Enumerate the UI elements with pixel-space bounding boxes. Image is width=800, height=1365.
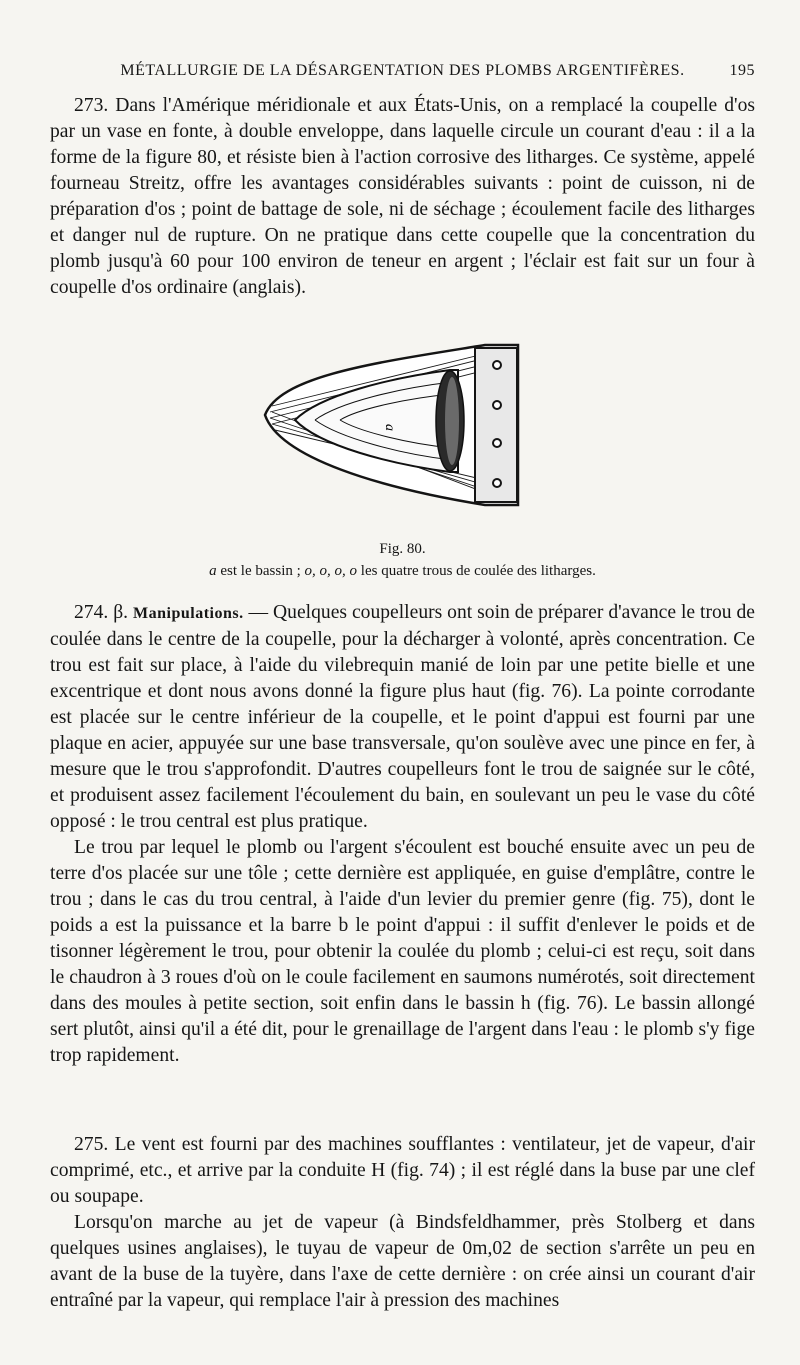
header-title: MÉTALLURGIE DE LA DÉSARGENTATION DES PLOMBS ARGENTIFÈRES. [120, 62, 685, 79]
text-block-bottom [50, 1132, 755, 1314]
text-block-top [50, 93, 755, 301]
paragraph-trou: Le trou par lequel le plomb ou l'argent s'écoulent est bouché ensuite avec un peu de terre d'os placée sur une tôle ; cette dernière est appliquée, en guise d'emplâtre, contre le trou ; dans le cas du trou central, à l'aide d'un levier du premier genre (fig. 75), dont le poids a est la puissance et la barre b le point d'appui : il suffit d'enlever le poids et de tisonner légèrement le trou, pour obtenir la coulée du plomb ; celui-ci est reçu, soit dans le chaudron à 3 roues d'où on le coule facilement en saumons numérotés, soit directement dans des moules à petite section, soit enfin dans le bassin h (fig. 76). Le bassin allongé sert plutôt, ainsi qu'il a été dit, pour le grenaillage de l'argent dans l'eau : le plomb s'y fige trop rapidement. [50, 837, 755, 1066]
running-header [50, 62, 755, 80]
tap-hole-o-2 [493, 401, 501, 409]
figure-caption [50, 538, 755, 582]
tap-hole-o-3 [493, 439, 501, 447]
figure-letter-a: a [382, 424, 397, 431]
figure-label: Fig. 80. [379, 541, 426, 557]
bowl-rim-inner [445, 377, 459, 465]
paragraph-274: 274. β. Manipulations. — Quelques coupelleurs ont soin de préparer d'avance le trou de coulée dans le centre de la coupelle, pour la décharger à volonté, après concentration. Ce trou est fait sur place, à l'aide du vilebrequin manié de loin par une petite bielle et une excentrique et dont nous avons donné la figure plus haut (fig. 76). La pointe corrodante est placée sur le centre inférieur de la coupelle, et le point d'appui est fourni par une plaque en acier, appuyée sur une base transversale, qu'on soulève avec une pince en fer, à mesure que le trou s'approfondit. D'autres coupelleurs font le trou de saignée sur le côté, et produisent assez facilement l'écoulement du bain, en soulevant un peu le vase du côté opposé : le trou central est plus pratique. [50, 602, 755, 832]
tap-hole-o-1 [493, 361, 501, 369]
coupelle-drawing [260, 340, 525, 510]
paragraph-275: 275. Le vent est fourni par des machines soufflantes : ventilateur, jet de vapeur, d'air comprimé, etc., et arrive par la conduite H (fig. 74) ; il est réglé dans la buse par une clef ou soupape. [50, 1134, 755, 1207]
section-title: Manipulations. [133, 605, 244, 622]
figure-80-illustration [260, 340, 525, 510]
paragraph-273: 273. Dans l'Amérique méridionale et aux États-Unis, on a remplacé la coupelle d'os par un vase en fonte, à double enveloppe, dans laquelle circule un courant d'eau : il a la forme de la figure 80, et résiste bien à l'action corrosive des litharges. Ce système, appelé fourneau Streitz, offre les avantages considérables suivants : point de cuisson, ni de préparation d'os ; point de battage de sole, ni de séchage ; écoulement facile des litharges et danger nul de rupture. On ne pratique dans cette coupelle que la concentration du plomb jusqu'à 60 pour 100 environ de teneur en argent ; l'éclair est fait sur un four à coupelle d'os ordinaire (anglais). [50, 95, 755, 298]
tap-hole-o-4 [493, 479, 501, 487]
figure-legend: a est le bassin ; o, o, o, o les quatre trous de coulée des litharges. [209, 563, 596, 579]
paragraph-vapeur: Lorsqu'on marche au jet de vapeur (à Bindsfeldhammer, près Stolberg et dans quelques usines anglaises), le tuyau de vapeur de 0m,02 de section s'arrête un peu en avant de la buse de la tuyère, dans l'axe de cette dernière : on crée ainsi un courant d'air entraîné par la vapeur, qui remplace l'air à pression des machines [50, 1212, 755, 1311]
page-number: 195 [729, 62, 755, 79]
text-block-middle [50, 600, 755, 1069]
